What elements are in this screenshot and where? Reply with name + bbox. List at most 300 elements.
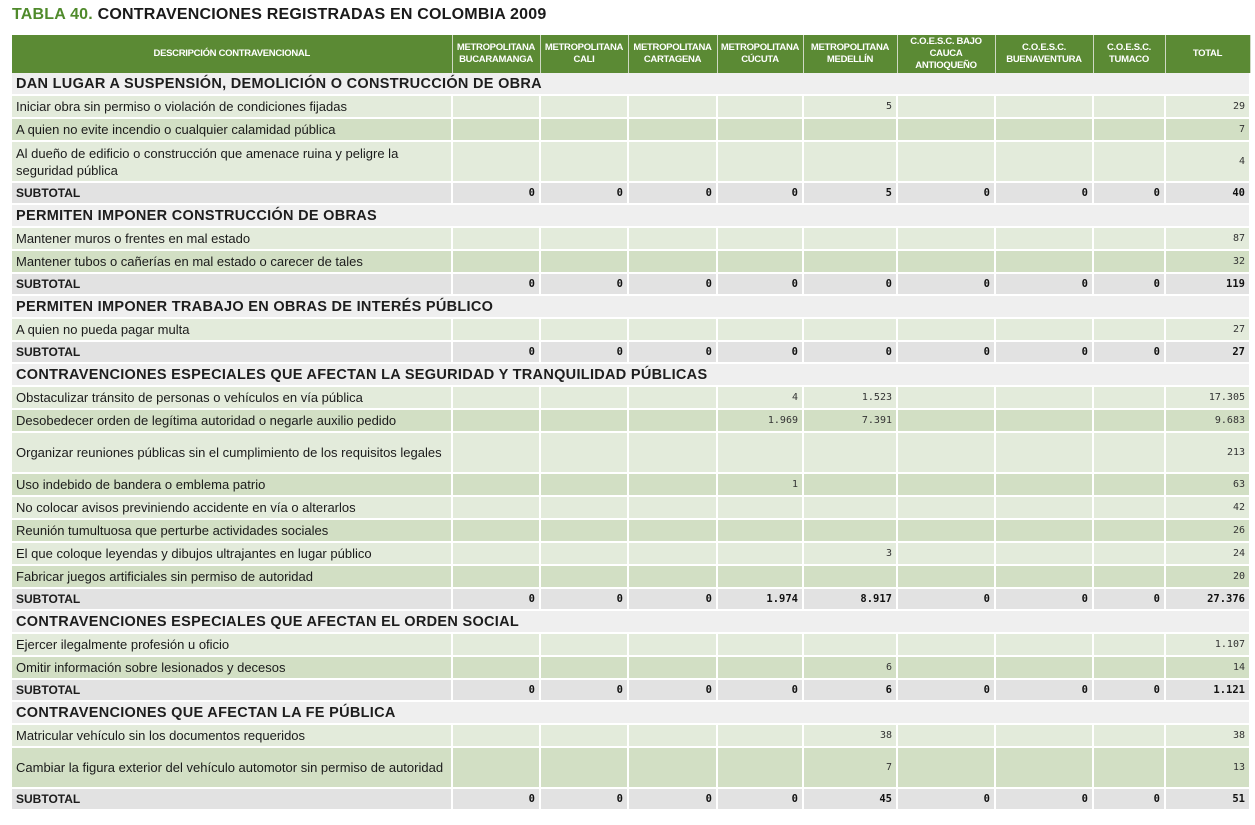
row-description: Organizar reuniones públicas sin el cumplimiento de los requisitos legales	[12, 432, 452, 473]
cell-value	[540, 542, 628, 565]
column-header-line: ANTIOQUEÑO	[915, 60, 977, 71]
cell-value	[1093, 473, 1165, 496]
subtotal-row	[12, 788, 1250, 810]
row-description: Reunión tumultuosa que perturbe actividades sociales	[12, 519, 452, 542]
subtotal-value: 0	[995, 788, 1093, 810]
table-row	[12, 747, 1250, 788]
cell-value	[897, 318, 995, 341]
cell-value	[540, 496, 628, 519]
subtotal-value: 0	[628, 273, 717, 295]
subtotal-value: 0	[803, 273, 897, 295]
row-description: Ejercer ilegalmente profesión u oficio	[12, 633, 452, 656]
row-description: Mantener muros o frentes en mal estado	[12, 227, 452, 250]
cell-value: 3	[803, 542, 897, 565]
subtotal-value: 0	[452, 588, 540, 610]
cell-value	[995, 656, 1093, 679]
cell-value	[452, 386, 540, 409]
table-row	[12, 724, 1250, 747]
subtotal-value: 0	[628, 679, 717, 701]
cell-value	[995, 432, 1093, 473]
column-header-line: DESCRIPCIÓN CONTRAVENCIONAL	[153, 48, 310, 59]
subtotal-value: 6	[803, 679, 897, 701]
table-row	[12, 227, 1250, 250]
cell-value: 7	[1165, 118, 1250, 141]
subtotal-label: SUBTOTAL	[12, 588, 452, 610]
subtotal-value: 0	[452, 341, 540, 363]
cell-value: 7	[803, 747, 897, 788]
subtotal-value: 0	[717, 273, 803, 295]
row-description: Desobedecer orden de legítima autoridad o negarle auxilio pedido	[12, 409, 452, 432]
cell-value	[803, 496, 897, 519]
subtotal-value: 0	[995, 182, 1093, 204]
cell-value	[1093, 386, 1165, 409]
subtotal-value: 119	[1165, 273, 1250, 295]
subtotal-value: 27	[1165, 341, 1250, 363]
table-row	[12, 542, 1250, 565]
row-description: Iniciar obra sin permiso o violación de condiciones fijadas	[12, 95, 452, 118]
column-header	[452, 35, 540, 73]
column-header-line: BUCARAMANGA	[459, 54, 533, 65]
cell-value	[628, 386, 717, 409]
cell-value	[540, 519, 628, 542]
cell-value	[803, 141, 897, 182]
column-header	[12, 35, 452, 73]
cell-value	[540, 250, 628, 273]
column-header	[803, 35, 897, 73]
subtotal-value: 0	[540, 588, 628, 610]
cell-value	[897, 473, 995, 496]
cell-value	[628, 409, 717, 432]
cell-value	[717, 95, 803, 118]
subtotal-value: 0	[1093, 788, 1165, 810]
cell-value	[717, 141, 803, 182]
cell-value	[897, 519, 995, 542]
section-title: DAN LUGAR A SUSPENSIÓN, DEMOLICIÓN O CONSTRUCCIÓN DE OBRA	[12, 73, 1250, 95]
cell-value	[995, 118, 1093, 141]
row-description: Uso indebido de bandera o emblema patrio	[12, 473, 452, 496]
subtotal-row	[12, 341, 1250, 363]
cell-value	[1093, 519, 1165, 542]
subtotal-value: 0	[1093, 273, 1165, 295]
row-description: Cambiar la figura exterior del vehículo automotor sin permiso de autoridad	[12, 747, 452, 788]
subtotal-value: 0	[452, 679, 540, 701]
cell-value	[452, 565, 540, 588]
cell-value	[628, 118, 717, 141]
cell-value	[717, 724, 803, 747]
subtotal-value: 51	[1165, 788, 1250, 810]
subtotal-value: 0	[1093, 182, 1165, 204]
subtotal-value: 0	[897, 273, 995, 295]
cell-value	[803, 250, 897, 273]
cell-value: 14	[1165, 656, 1250, 679]
subtotal-value: 0	[995, 588, 1093, 610]
cell-value	[628, 724, 717, 747]
cell-value	[717, 633, 803, 656]
column-header-line: CALI	[573, 54, 595, 65]
cell-value	[717, 118, 803, 141]
cell-value: 5	[803, 95, 897, 118]
cell-value	[540, 747, 628, 788]
column-header-line: C.O.E.S.C. BAJO CAUCA	[910, 36, 982, 59]
subtotal-label: SUBTOTAL	[12, 679, 452, 701]
subtotal-value: 0	[628, 788, 717, 810]
subtotal-label: SUBTOTAL	[12, 788, 452, 810]
cell-value	[717, 542, 803, 565]
subtotal-value: 0	[717, 341, 803, 363]
cell-value: 29	[1165, 95, 1250, 118]
cell-value	[628, 95, 717, 118]
section-title: PERMITEN IMPONER TRABAJO EN OBRAS DE INTERÉS PÚBLICO	[12, 295, 1250, 318]
cell-value	[452, 318, 540, 341]
column-header	[628, 35, 717, 73]
section-header-row	[12, 295, 1250, 318]
subtotal-value: 0	[897, 679, 995, 701]
section-header-row	[12, 610, 1250, 633]
subtotal-value: 1.121	[1165, 679, 1250, 701]
section-header-row	[12, 73, 1250, 95]
cell-value	[897, 633, 995, 656]
cell-value: 38	[1165, 724, 1250, 747]
cell-value: 32	[1165, 250, 1250, 273]
cell-value	[717, 565, 803, 588]
subtotal-row	[12, 273, 1250, 295]
subtotal-value: 0	[452, 788, 540, 810]
subtotal-value: 0	[897, 182, 995, 204]
subtotal-value: 5	[803, 182, 897, 204]
cell-value	[452, 724, 540, 747]
cell-value	[628, 519, 717, 542]
subtotal-row	[12, 182, 1250, 204]
subtotal-value: 0	[540, 182, 628, 204]
cell-value	[803, 318, 897, 341]
cell-value	[897, 409, 995, 432]
cell-value	[803, 118, 897, 141]
cell-value	[803, 633, 897, 656]
table-row	[12, 519, 1250, 542]
table-row	[12, 496, 1250, 519]
cell-value: 9.683	[1165, 409, 1250, 432]
cell-value	[452, 656, 540, 679]
column-header-line: METROPOLITANA	[544, 42, 624, 53]
subtotal-value: 0	[717, 788, 803, 810]
cell-value: 7.391	[803, 409, 897, 432]
cell-value	[452, 542, 540, 565]
cell-value	[540, 409, 628, 432]
subtotal-value: 0	[803, 341, 897, 363]
table-number: TABLA 40.	[12, 6, 93, 23]
row-description: Mantener tubos o cañerías en mal estado o carecer de tales	[12, 250, 452, 273]
cell-value	[628, 496, 717, 519]
cell-value: 87	[1165, 227, 1250, 250]
cell-value	[540, 565, 628, 588]
row-description: A quien no pueda pagar multa	[12, 318, 452, 341]
header-row	[12, 35, 1250, 73]
subtotal-value: 0	[628, 588, 717, 610]
column-header-line: METROPOLITANA	[456, 42, 536, 53]
cell-value	[540, 724, 628, 747]
cell-value	[1093, 141, 1165, 182]
cell-value	[897, 95, 995, 118]
subtotal-value: 0	[1093, 341, 1165, 363]
table-row	[12, 95, 1250, 118]
column-header-line: METROPOLITANA	[720, 42, 800, 53]
section-title: CONTRAVENCIONES QUE AFECTAN LA FE PÚBLICA	[12, 701, 1250, 724]
column-header	[717, 35, 803, 73]
cell-value	[628, 250, 717, 273]
table-row	[12, 473, 1250, 496]
section-header-row	[12, 701, 1250, 724]
cell-value	[717, 656, 803, 679]
cell-value	[452, 118, 540, 141]
subtotal-value: 0	[540, 273, 628, 295]
subtotal-value: 1.974	[717, 588, 803, 610]
subtotal-value: 0	[717, 679, 803, 701]
cell-value	[452, 95, 540, 118]
cell-value	[717, 227, 803, 250]
table-row	[12, 118, 1250, 141]
cell-value	[803, 432, 897, 473]
subtotal-value: 8.917	[803, 588, 897, 610]
cell-value	[452, 473, 540, 496]
subtotal-value: 0	[1093, 588, 1165, 610]
subtotal-label: SUBTOTAL	[12, 341, 452, 363]
cell-value	[540, 141, 628, 182]
subtotal-value: 0	[628, 341, 717, 363]
subtotal-value: 0	[628, 182, 717, 204]
row-description: Matricular vehículo sin los documentos requeridos	[12, 724, 452, 747]
cell-value	[995, 95, 1093, 118]
section-title: CONTRAVENCIONES ESPECIALES QUE AFECTAN EL ORDEN SOCIAL	[12, 610, 1250, 633]
column-header-line: C.O.E.S.C.	[1107, 42, 1151, 53]
cell-value	[897, 250, 995, 273]
row-description: Obstaculizar tránsito de personas o vehículos en vía pública	[12, 386, 452, 409]
cell-value	[628, 656, 717, 679]
cell-value	[1093, 318, 1165, 341]
section-header-row	[12, 363, 1250, 386]
cell-value	[1093, 227, 1165, 250]
cell-value	[1093, 95, 1165, 118]
cell-value: 4	[717, 386, 803, 409]
cell-value	[452, 250, 540, 273]
cell-value	[995, 565, 1093, 588]
cell-value	[897, 141, 995, 182]
cell-value	[995, 409, 1093, 432]
column-header-line: CARTAGENA	[643, 54, 702, 65]
subtotal-value: 0	[995, 679, 1093, 701]
table-row	[12, 409, 1250, 432]
cell-value	[897, 724, 995, 747]
cell-value	[452, 141, 540, 182]
subtotal-value: 0	[897, 788, 995, 810]
table-title	[12, 6, 546, 24]
cell-value	[995, 724, 1093, 747]
cell-value	[803, 227, 897, 250]
cell-value	[717, 747, 803, 788]
cell-value	[803, 473, 897, 496]
row-description: No colocar avisos previniendo accidente en vía o alterarlos	[12, 496, 452, 519]
cell-value: 17.305	[1165, 386, 1250, 409]
cell-value	[452, 633, 540, 656]
cell-value: 213	[1165, 432, 1250, 473]
cell-value	[717, 250, 803, 273]
cell-value	[540, 473, 628, 496]
cell-value: 63	[1165, 473, 1250, 496]
column-header-line: METROPOLITANA	[633, 42, 712, 53]
cell-value	[1093, 409, 1165, 432]
cell-value	[628, 432, 717, 473]
cell-value	[995, 250, 1093, 273]
cell-value	[1093, 656, 1165, 679]
cell-value	[540, 227, 628, 250]
cell-value: 20	[1165, 565, 1250, 588]
cell-value: 4	[1165, 141, 1250, 182]
column-header	[995, 35, 1093, 73]
cell-value	[452, 496, 540, 519]
subtotal-value: 0	[540, 341, 628, 363]
cell-value	[897, 227, 995, 250]
subtotal-value: 0	[717, 182, 803, 204]
table-row	[12, 656, 1250, 679]
column-header	[897, 35, 995, 73]
cell-value	[452, 519, 540, 542]
column-header-line: CÚCUTA	[741, 54, 779, 65]
subtotal-label: SUBTOTAL	[12, 273, 452, 295]
cell-value	[628, 747, 717, 788]
cell-value	[1093, 542, 1165, 565]
cell-value	[897, 656, 995, 679]
column-header-line: TUMACO	[1109, 54, 1149, 65]
cell-value	[717, 496, 803, 519]
cell-value	[452, 227, 540, 250]
subtotal-value: 40	[1165, 182, 1250, 204]
cell-value	[803, 565, 897, 588]
table-row	[12, 386, 1250, 409]
column-header	[540, 35, 628, 73]
cell-value	[540, 386, 628, 409]
cell-value	[897, 386, 995, 409]
row-description: Fabricar juegos artificiales sin permiso de autoridad	[12, 565, 452, 588]
cell-value	[628, 227, 717, 250]
cell-value	[1093, 496, 1165, 519]
subtotal-value: 0	[897, 588, 995, 610]
cell-value	[1093, 565, 1165, 588]
cell-value	[995, 318, 1093, 341]
cell-value	[1093, 250, 1165, 273]
cell-value	[995, 747, 1093, 788]
row-description: Omitir información sobre lesionados y decesos	[12, 656, 452, 679]
table-body	[12, 73, 1250, 810]
cell-value	[1093, 747, 1165, 788]
subtotal-label: SUBTOTAL	[12, 182, 452, 204]
section-title: PERMITEN IMPONER CONSTRUCCIÓN DE OBRAS	[12, 204, 1250, 227]
cell-value: 24	[1165, 542, 1250, 565]
cell-value	[897, 118, 995, 141]
cell-value	[540, 318, 628, 341]
column-header-line: C.O.E.S.C.	[1022, 42, 1066, 53]
cell-value	[995, 227, 1093, 250]
cell-value	[897, 496, 995, 519]
subtotal-value: 0	[452, 273, 540, 295]
cell-value	[717, 432, 803, 473]
cell-value: 42	[1165, 496, 1250, 519]
column-header	[1093, 35, 1165, 73]
cell-value	[452, 747, 540, 788]
cell-value	[452, 432, 540, 473]
cell-value	[995, 141, 1093, 182]
section-title: CONTRAVENCIONES ESPECIALES QUE AFECTAN LA SEGURIDAD Y TRANQUILIDAD PÚBLICAS	[12, 363, 1250, 386]
cell-value	[1093, 633, 1165, 656]
cell-value	[628, 565, 717, 588]
column-header	[1165, 35, 1250, 73]
cell-value	[452, 409, 540, 432]
row-description: A quien no evite incendio o cualquier calamidad pública	[12, 118, 452, 141]
subtotal-value: 0	[540, 679, 628, 701]
column-header-line: BUENAVENTURA	[1006, 54, 1082, 65]
cell-value	[1093, 118, 1165, 141]
cell-value: 1.523	[803, 386, 897, 409]
subtotal-row	[12, 679, 1250, 701]
cell-value	[995, 519, 1093, 542]
cell-value: 13	[1165, 747, 1250, 788]
cell-value	[628, 318, 717, 341]
cell-value	[995, 633, 1093, 656]
table-title-text: CONTRAVENCIONES REGISTRADAS EN COLOMBIA 2009	[97, 6, 547, 23]
section-header-row	[12, 204, 1250, 227]
cell-value: 1.107	[1165, 633, 1250, 656]
table-row	[12, 141, 1250, 182]
subtotal-row	[12, 588, 1250, 610]
cell-value	[628, 542, 717, 565]
cell-value	[995, 542, 1093, 565]
contravenciones-table	[12, 35, 1251, 811]
column-header-line: MEDELLÍN	[826, 54, 874, 65]
table-row	[12, 250, 1250, 273]
cell-value	[717, 318, 803, 341]
cell-value	[540, 95, 628, 118]
cell-value	[897, 565, 995, 588]
cell-value: 1.969	[717, 409, 803, 432]
cell-value	[1093, 724, 1165, 747]
cell-value	[995, 386, 1093, 409]
subtotal-value: 27.376	[1165, 588, 1250, 610]
row-description: El que coloque leyendas y dibujos ultrajantes en lugar público	[12, 542, 452, 565]
subtotal-value: 0	[995, 273, 1093, 295]
cell-value	[540, 633, 628, 656]
subtotal-value: 45	[803, 788, 897, 810]
subtotal-value: 0	[540, 788, 628, 810]
cell-value	[1093, 432, 1165, 473]
cell-value	[540, 432, 628, 473]
cell-value: 6	[803, 656, 897, 679]
column-header-line: METROPOLITANA	[810, 42, 890, 53]
column-header-line: TOTAL	[1192, 48, 1223, 59]
table-row	[12, 633, 1250, 656]
cell-value	[628, 473, 717, 496]
cell-value	[803, 519, 897, 542]
cell-value	[540, 118, 628, 141]
table-row	[12, 432, 1250, 473]
table-row	[12, 318, 1250, 341]
cell-value: 27	[1165, 318, 1250, 341]
cell-value: 38	[803, 724, 897, 747]
cell-value	[717, 519, 803, 542]
row-description: Al dueño de edificio o construcción que amenace ruina y peligre la seguridad pública	[12, 141, 452, 182]
cell-value	[897, 432, 995, 473]
cell-value	[628, 141, 717, 182]
subtotal-value: 0	[995, 341, 1093, 363]
cell-value: 26	[1165, 519, 1250, 542]
cell-value: 1	[717, 473, 803, 496]
